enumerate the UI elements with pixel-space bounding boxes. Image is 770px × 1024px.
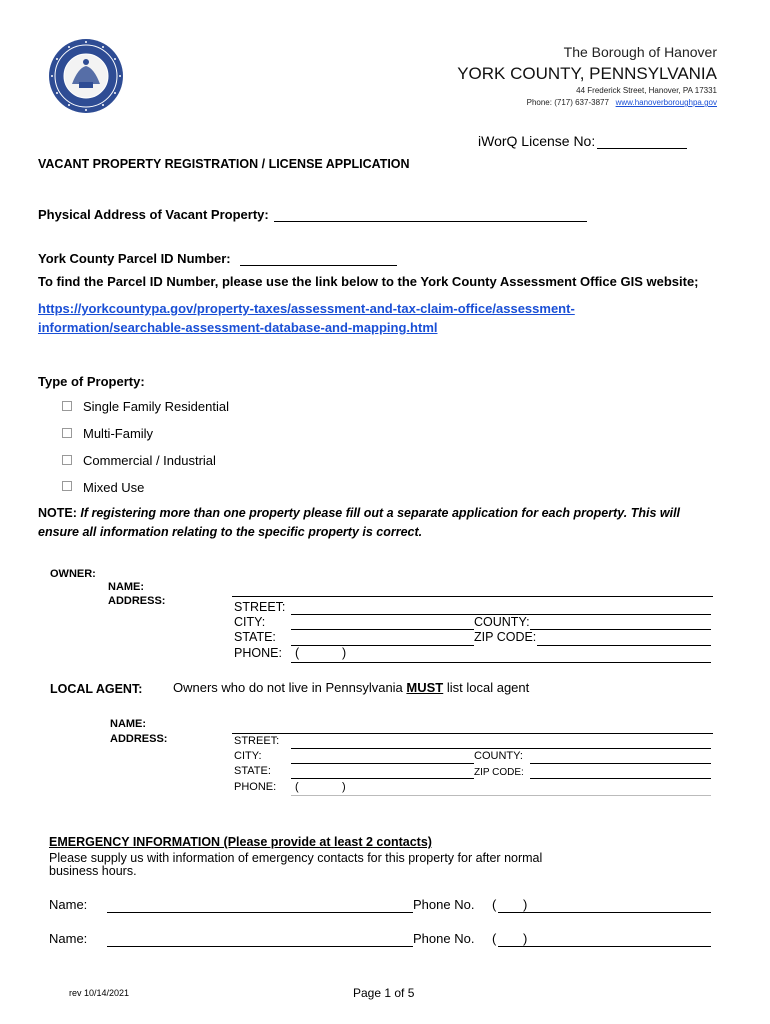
local-agent-section-label: LOCAL AGENT: [50, 682, 143, 696]
owner-phone-label: PHONE: [234, 646, 282, 660]
agent-state-label: STATE: [234, 765, 271, 777]
checkbox-mixed-use[interactable] [62, 481, 72, 491]
emergency-contact2-open-paren: ( [492, 931, 497, 946]
notice-text-pre: Owners who do not live in Pennsylvania [173, 680, 407, 695]
option-single-family-label: Single Family Residential [83, 399, 229, 414]
agent-zip-label: ZIP CODE: [474, 767, 524, 778]
emergency-contact2-phone-field[interactable] [498, 946, 711, 947]
property-address-label: Physical Address of Vacant Property: [38, 207, 269, 222]
owner-phone-open-paren: ( [295, 646, 300, 660]
emergency-contact1-phone-label: Phone No. [413, 897, 475, 912]
checkbox-single-family[interactable] [62, 401, 72, 411]
emergency-description-line1: Please supply us with information of emergency contacts for this property for after normal [49, 851, 543, 865]
note-prefix: NOTE: [38, 506, 77, 520]
emergency-contact2-phone-label: Phone No. [413, 931, 475, 946]
agent-zip-field[interactable] [530, 778, 711, 779]
agent-street-label: STREET: [234, 735, 280, 747]
local-agent-notice [173, 680, 529, 695]
owner-street-label: STREET: [234, 600, 286, 614]
emergency-contact2-name-field[interactable] [107, 946, 413, 947]
agent-phone-open-paren: ( [295, 781, 299, 793]
assessment-gis-link-line1[interactable]: https://yorkcountypa.gov/property-taxes/assessment-and-tax-claim-office/assessment- [38, 301, 575, 316]
agent-name-label: NAME: [110, 718, 147, 730]
license-number-field[interactable] [597, 148, 687, 149]
emergency-contact2-name-label: Name: [49, 931, 88, 946]
emergency-heading: EMERGENCY INFORMATION (Please provide at least 2 contacts) [49, 835, 432, 849]
owner-city-field[interactable] [291, 629, 474, 630]
emergency-contact1-open-paren: ( [492, 897, 497, 912]
emergency-contact1-phone-field[interactable] [498, 912, 711, 913]
owner-zip-field[interactable] [537, 645, 711, 646]
assessment-gis-link-line2[interactable]: information/searchable-assessment-database-and-mapping.html [38, 320, 438, 335]
agent-address-label: ADDRESS: [110, 733, 168, 745]
owner-phone-close-paren: ) [342, 646, 347, 660]
notice-must: MUST [406, 680, 444, 695]
borough-street-address: 44 Frederick Street, Hanover, PA 17331 [576, 86, 717, 95]
owner-section-label: OWNER: [50, 568, 96, 580]
agent-street-field[interactable] [291, 748, 711, 749]
option-mixed-use-label: Mixed Use [83, 480, 145, 495]
agent-county-label: COUNTY: [474, 750, 523, 762]
owner-state-field[interactable] [291, 645, 474, 646]
option-commercial-industrial-label: Commercial / Industrial [83, 453, 216, 468]
note-text-line1: If registering more than one property please fill out a separate application for each property. This will [76, 506, 681, 520]
parcel-id-label: York County Parcel ID Number: [38, 251, 231, 266]
agent-phone-close-paren: ) [342, 781, 346, 793]
license-number-label: iWorQ License No: [478, 133, 596, 149]
emergency-contact1-close-paren: ) [523, 897, 528, 912]
borough-website-link[interactable]: www.hanoverboroughpa.gov [615, 98, 717, 107]
agent-city-label: CITY: [234, 750, 262, 762]
borough-seal-logo [48, 38, 124, 114]
note-text-line2: ensure all information relating to the specific property is correct. [38, 525, 423, 539]
owner-address-label: ADDRESS: [108, 595, 166, 607]
owner-name-field[interactable] [232, 596, 713, 597]
owner-phone-field[interactable] [291, 662, 711, 663]
emergency-contact1-name-label: Name: [49, 897, 88, 912]
registration-note [38, 506, 680, 520]
agent-county-field[interactable] [530, 763, 711, 764]
borough-contact [527, 98, 717, 107]
agent-state-field[interactable] [291, 778, 474, 779]
notice-text-post: list local agent [443, 680, 530, 695]
agent-name-field[interactable] [232, 733, 713, 734]
owner-name-label: NAME: [108, 581, 145, 593]
agent-city-field[interactable] [291, 763, 474, 764]
owner-county-label: COUNTY: [474, 615, 530, 629]
registration-note-line2 [38, 525, 422, 539]
owner-state-label: STATE: [234, 630, 276, 644]
emergency-contact1-name-field[interactable] [107, 912, 413, 913]
emergency-description-line2: business hours. [49, 864, 137, 878]
property-type-label: Type of Property: [38, 374, 145, 389]
owner-zip-label: ZIP CODE: [474, 630, 537, 644]
parcel-id-instructions: To find the Parcel ID Number, please use the link below to the York County Assessment Office GIS website; [38, 274, 699, 289]
owner-city-label: CITY: [234, 615, 266, 629]
agent-phone-field[interactable] [291, 795, 711, 796]
agent-phone-label: PHONE: [234, 781, 277, 793]
checkbox-multi-family[interactable] [62, 428, 72, 438]
page-number: Page 1 of 5 [353, 986, 415, 1000]
emergency-contact2-close-paren: ) [523, 931, 528, 946]
county-name: YORK COUNTY, PENNSYLVANIA [457, 64, 717, 83]
property-address-field[interactable] [274, 221, 587, 222]
checkbox-commercial-industrial[interactable] [62, 455, 72, 465]
revision-date: rev 10/14/2021 [69, 988, 130, 998]
form-title: VACANT PROPERTY REGISTRATION / LICENSE APPLICATION [38, 157, 410, 171]
parcel-id-field[interactable] [240, 265, 397, 266]
borough-name: The Borough of Hanover [563, 44, 717, 60]
option-multi-family-label: Multi-Family [83, 426, 154, 441]
borough-phone: Phone: (717) 637-3877 [526, 98, 609, 107]
owner-county-field[interactable] [530, 629, 711, 630]
